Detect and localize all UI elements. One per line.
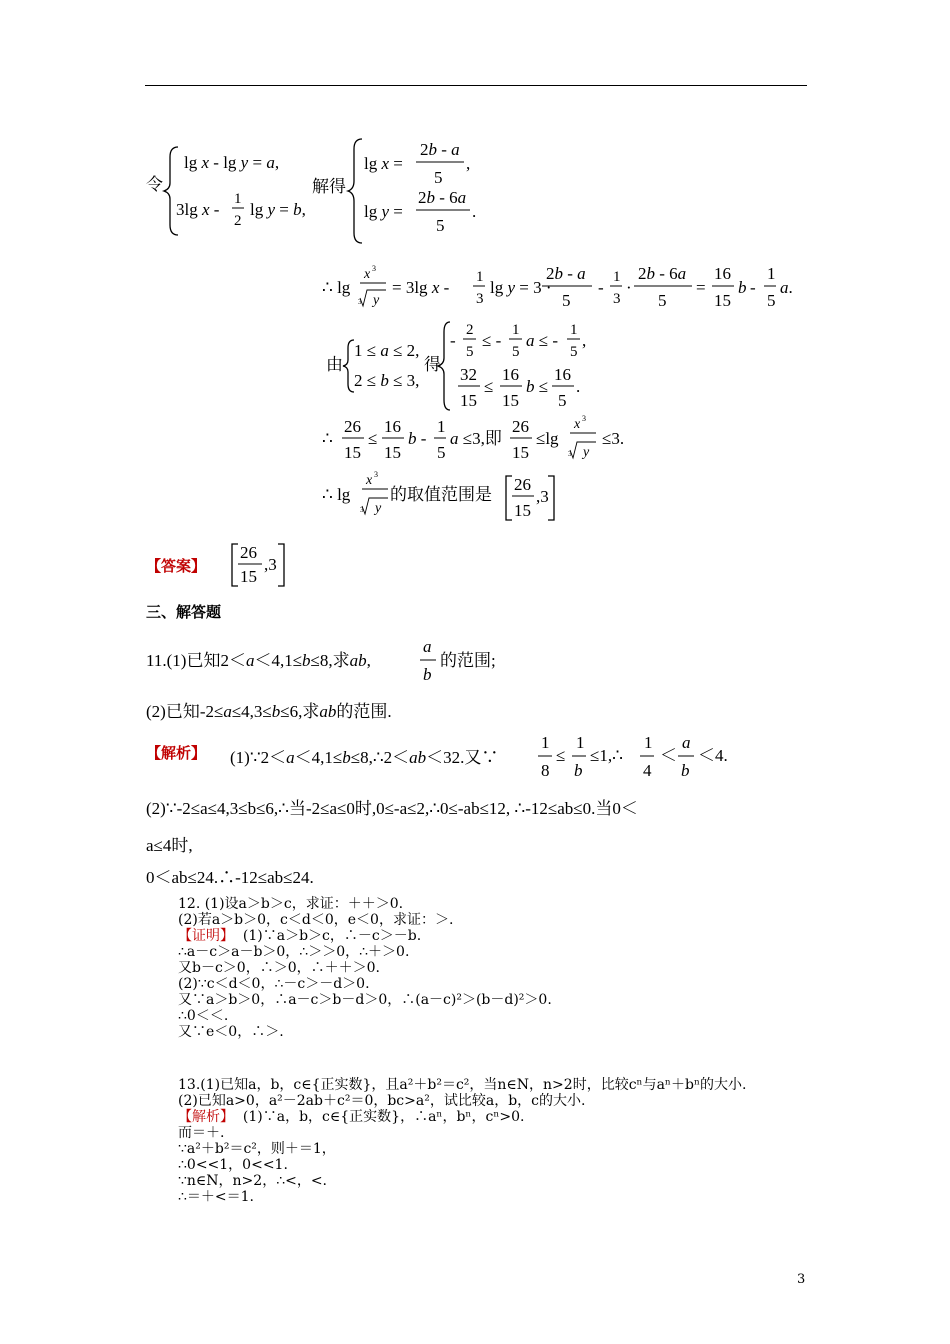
svg-text:5: 5 [767, 291, 776, 310]
svg-text:4: 4 [643, 761, 652, 780]
svg-text:16: 16 [714, 264, 731, 283]
svg-text:b: b [423, 665, 432, 684]
svg-text:≤3.: ≤3. [602, 429, 625, 448]
analysis-11-line2: (2)∵-2≤a≤4,3≤b≤6,∴当-2≤a≤0时,0≤-a≤2,∴0≤-ab≤12, ∴-12≤ab≤0.当0＜ [146, 799, 638, 818]
problem-11-part1: 11.(1)已知2＜a＜4,1≤b≤8,求ab, [146, 651, 371, 670]
svg-text:5: 5 [558, 391, 567, 410]
problem-13-line1: 13.(1)已知a，b，c∈{正实数}，且a²＋b²＝c²，当n∈N，n>2时，比较cⁿ与aⁿ＋bⁿ的大小. [178, 1077, 747, 1093]
svg-text:.: . [472, 202, 477, 221]
svg-text:15: 15 [514, 501, 531, 520]
svg-text:lg x - lg y = a,: lg x - lg y = a, [184, 153, 280, 172]
svg-text:= 3lg x -: = 3lg x - [392, 278, 450, 297]
svg-text:3: 3 [360, 506, 364, 514]
svg-text:,3: ,3 [264, 555, 277, 574]
condition-system [320, 318, 640, 412]
svg-text:≤lg: ≤lg [536, 429, 559, 448]
svg-text:5: 5 [570, 344, 578, 360]
svg-text:26: 26 [240, 543, 257, 562]
problem-12-line5: 又b－c＞0，∴＞0，∴＋＋＞0. [178, 960, 380, 976]
svg-text:15: 15 [512, 443, 529, 462]
svg-text:,: , [466, 154, 471, 173]
svg-text:5: 5 [658, 291, 667, 310]
svg-text:≤: ≤ [556, 746, 566, 765]
svg-text:1: 1 [541, 733, 550, 752]
svg-text:＜4.: ＜4. [698, 746, 728, 765]
svg-text:≤: ≤ [368, 429, 378, 448]
svg-text:16: 16 [554, 365, 571, 384]
problem-12-line4: ∴a－c＞a－b＞0，∴＞＞0，∴＋＞0. [178, 944, 410, 960]
therefore-expression [320, 262, 820, 314]
svg-text:26: 26 [512, 417, 529, 436]
fraction-a-over-b [418, 634, 440, 686]
svg-text:3: 3 [372, 264, 376, 273]
svg-text:5: 5 [434, 168, 443, 187]
svg-text:a: a [423, 637, 432, 656]
svg-text:5: 5 [436, 216, 445, 235]
svg-text:32: 32 [460, 365, 477, 384]
svg-text:1 ≤ a ≤ 2,: 1 ≤ a ≤ 2, [354, 341, 420, 360]
svg-text:=: = [696, 278, 706, 297]
svg-text:a.: a. [780, 278, 793, 297]
svg-text:1: 1 [512, 322, 520, 338]
svg-text:1: 1 [476, 269, 484, 285]
svg-text:lg y = 3 ·: lg y = 3 · [490, 278, 552, 297]
svg-text:16: 16 [502, 365, 519, 384]
svg-text:16: 16 [384, 417, 401, 436]
analysis-11-fractions [536, 730, 736, 782]
svg-text:lg y =: lg y = [364, 202, 403, 221]
svg-text:1: 1 [437, 417, 446, 436]
svg-text:.: . [576, 377, 581, 396]
problem-13-analysis: 【解析】 (1)∵a，b，c∈{正实数}，∴aⁿ，bⁿ，cⁿ>0. [178, 1109, 525, 1125]
svg-text:1: 1 [576, 733, 585, 752]
svg-text:5: 5 [437, 443, 446, 462]
svg-text:2b - a: 2b - a [546, 264, 586, 283]
svg-text:b ≤: b ≤ [526, 377, 549, 396]
svg-text:15: 15 [384, 443, 401, 462]
svg-text:2b - 6a: 2b - 6a [638, 264, 687, 283]
svg-text:x: x [574, 417, 581, 432]
svg-text:3lg x -: 3lg x - [176, 200, 220, 219]
svg-text:2: 2 [466, 322, 474, 338]
svg-text:lg x =: lg x = [364, 154, 403, 173]
svg-text:2b - 6a: 2b - 6a [418, 188, 467, 207]
problem-12-line7: 又∵a＞b＞0，∴a－c＞b－d＞0，∴(a－c)²＞(b－d)²＞0. [178, 992, 552, 1008]
svg-text:3: 3 [568, 450, 572, 458]
page-number: 3 [797, 1272, 806, 1287]
svg-text:a ≤ -: a ≤ - [526, 331, 558, 350]
svg-text:1: 1 [767, 264, 776, 283]
svg-text:26: 26 [514, 475, 531, 494]
section-heading: 三、解答题 [146, 603, 222, 621]
svg-text:3: 3 [582, 414, 586, 423]
analysis-11-line3: a≤4时, [146, 836, 193, 855]
svg-text:2 ≤ b ≤ 3,: 2 ≤ b ≤ 3, [354, 371, 420, 390]
svg-text:lg y = b,: lg y = b, [250, 200, 306, 219]
problem-13-line8: ∴＝＋<＝1. [178, 1189, 254, 1205]
svg-text:y: y [375, 501, 382, 516]
svg-text:∴: ∴ [322, 429, 333, 448]
svg-text:y: y [583, 445, 590, 460]
svg-text:5: 5 [512, 344, 520, 360]
svg-text:,: , [582, 331, 587, 350]
svg-text:≤: ≤ [484, 377, 494, 396]
svg-text:＜: ＜ [660, 746, 677, 765]
svg-text:3: 3 [358, 298, 362, 306]
svg-text:1: 1 [613, 269, 621, 285]
svg-text:15: 15 [502, 391, 519, 410]
svg-text:8: 8 [541, 761, 550, 780]
svg-text:y: y [373, 293, 380, 308]
svg-text:-: - [598, 278, 604, 297]
svg-text:·: · [626, 278, 632, 297]
header-rule [145, 85, 807, 86]
svg-text:由: 由 [326, 355, 343, 374]
svg-text:-: - [750, 278, 756, 297]
svg-text:≤ -: ≤ - [482, 331, 502, 350]
svg-text:b: b [738, 278, 747, 297]
svg-text:5: 5 [562, 291, 571, 310]
ling-char: 令 [146, 175, 163, 194]
problem-11-part1-tail: 的范围; [440, 651, 496, 670]
svg-text:-: - [450, 331, 456, 350]
svg-text:得: 得 [424, 355, 441, 374]
svg-text:3: 3 [374, 470, 378, 479]
svg-text:5: 5 [466, 344, 474, 360]
svg-text:3: 3 [613, 291, 621, 307]
svg-text:1: 1 [570, 322, 578, 338]
svg-text:15: 15 [344, 443, 361, 462]
svg-text:26: 26 [344, 417, 361, 436]
svg-text:15: 15 [714, 291, 731, 310]
svg-text:x: x [364, 267, 371, 282]
analysis-11-line1: (1)∵2＜a＜4,1≤b≤8,∴2＜ab＜32.又∵ [230, 748, 499, 767]
problem-11-part2: (2)已知-2≤a≤4,3≤b≤6,求ab的范围. [146, 702, 392, 721]
problem-12-line2: (2)若a＞b＞0，c＜d＜0，e＜0，求证：＞. [178, 912, 454, 928]
problem-12-line8: ∴0＜＜. [178, 1008, 229, 1024]
equation-system-solve [140, 135, 660, 245]
svg-text:2: 2 [234, 213, 242, 229]
answer-label: 【答案】 [146, 557, 207, 575]
proof-label: 【证明】 [178, 928, 234, 944]
svg-text:x: x [366, 473, 373, 488]
problem-13-line6: ∴0<<1，0<<1. [178, 1157, 288, 1173]
answer-interval [228, 540, 298, 590]
problem-13-line2: (2)已知a>0，a²－2ab＋c²＝0，bc>a²，试比较a，b，c的大小. [178, 1093, 586, 1109]
svg-text:3: 3 [476, 291, 484, 307]
analysis-label-13: 【解析】 [178, 1109, 234, 1125]
svg-text:,3: ,3 [536, 487, 549, 506]
svg-text:∴ lg: ∴ lg [322, 485, 351, 504]
analysis-11-line4: 0＜ab≤24.∴-12≤ab≤24. [146, 868, 314, 887]
svg-text:b: b [681, 761, 690, 780]
svg-text:a: a [682, 733, 691, 752]
analysis-label-11: 【解析】 [146, 744, 207, 762]
problem-12-line9: 又∵e＜0，∴＞. [178, 1024, 284, 1040]
svg-text:1: 1 [234, 191, 242, 207]
range-statement [320, 470, 580, 526]
svg-text:≤1,∴: ≤1,∴ [590, 746, 623, 765]
problem-13-line7: ∵n∈N，n>2，∴<，<. [178, 1173, 328, 1189]
problem-13-line5: ∵a²＋b²＝c²，则＋＝1， [178, 1141, 336, 1157]
svg-text:∴ lg: ∴ lg [322, 278, 351, 297]
svg-text:15: 15 [240, 567, 257, 586]
svg-text:1: 1 [644, 733, 653, 752]
svg-text:b -: b - [408, 429, 427, 448]
svg-text:2b - a: 2b - a [420, 140, 460, 159]
jiede-label: 解得 [312, 177, 346, 196]
svg-text:15: 15 [460, 391, 477, 410]
svg-text:b: b [574, 761, 583, 780]
svg-text:a ≤3,即: a ≤3,即 [450, 429, 502, 448]
inequality-result [320, 414, 660, 466]
problem-12-line1: 12. (1)设a＞b＞c，求证：＋＋＞0. [178, 896, 404, 912]
range-text: 的取值范围是 [390, 485, 492, 504]
problem-12-line6: (2)∵c＜d＜0，∴－c＞－d＞0. [178, 976, 370, 992]
problem-12-proof: 【证明】 (1)∵a＞b＞c，∴－c＞－b. [178, 928, 422, 944]
problem-13-line4: 而＝＋. [178, 1125, 225, 1141]
